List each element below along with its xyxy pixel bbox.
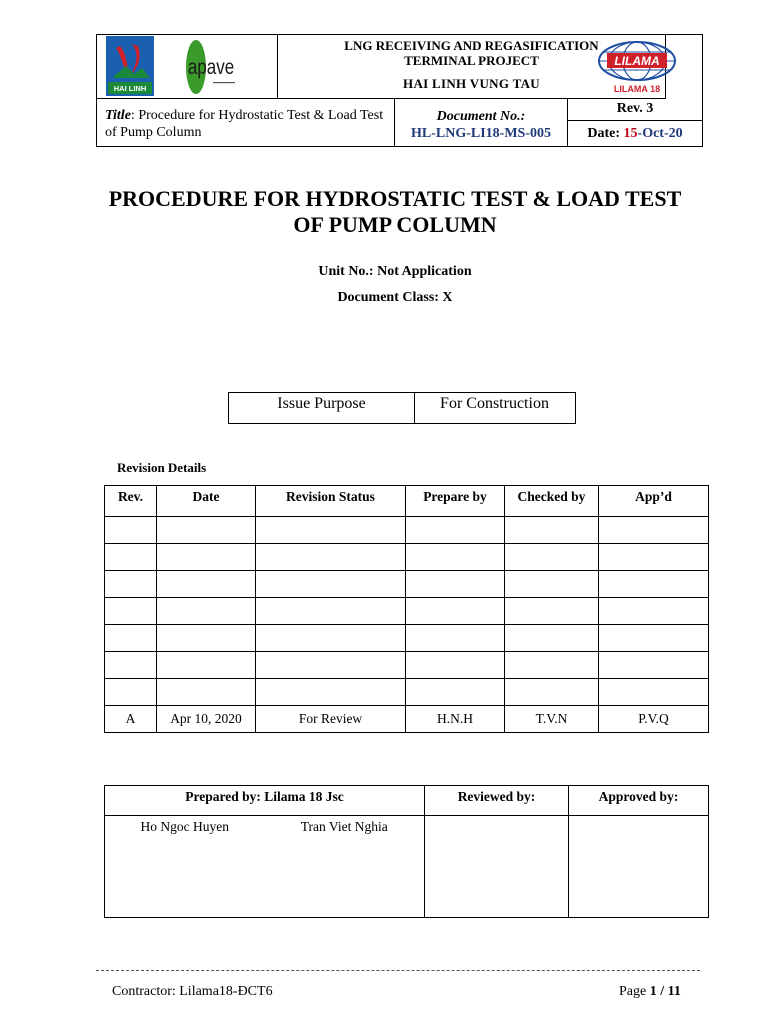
- table-row: [105, 517, 709, 544]
- revision-number: Rev. 3: [568, 99, 702, 121]
- table-cell: [256, 598, 406, 625]
- table-cell: [505, 571, 599, 598]
- table-cell: [599, 571, 709, 598]
- document-number: HL-LNG-LI18-MS-005: [411, 126, 551, 141]
- document-date: [568, 121, 702, 146]
- signature-table: [104, 785, 709, 918]
- document-number-cell: [395, 99, 568, 146]
- date-day: 15: [623, 126, 638, 141]
- header-revision-status: Revision Status: [256, 486, 406, 517]
- table-row: [105, 652, 709, 679]
- table-cell: A: [105, 706, 157, 733]
- main-title-line-2: OF PUMP COLUMN: [293, 212, 497, 237]
- document-class: Document Class: X: [337, 290, 453, 305]
- signature-body-row: [105, 816, 709, 918]
- header-date: Date: [157, 486, 256, 517]
- reviewed-by-header: Reviewed by:: [425, 786, 569, 816]
- table-cell: [406, 571, 505, 598]
- hai-linh-logo-text: HAI LINH: [113, 84, 147, 93]
- table-cell: [599, 625, 709, 652]
- table-cell: [157, 652, 256, 679]
- hai-linh-logo: [106, 36, 154, 96]
- table-cell: [599, 679, 709, 706]
- document-title: [97, 99, 395, 146]
- project-line-2: TERMINAL PROJECT: [404, 53, 539, 68]
- table-cell: [157, 679, 256, 706]
- table-cell: [505, 652, 599, 679]
- table-cell: For Review: [256, 706, 406, 733]
- lilama-logo-subtext: LILAMA 18: [613, 84, 661, 94]
- table-cell: [157, 598, 256, 625]
- table-cell: [599, 517, 709, 544]
- main-title-line-1: PROCEDURE FOR HYDROSTATIC TEST & LOAD TEST: [108, 186, 682, 211]
- table-cell: T.V.N: [505, 706, 599, 733]
- table-row: [105, 544, 709, 571]
- table-cell: [256, 625, 406, 652]
- apave-logo: [183, 38, 238, 96]
- revision-table-header: [105, 486, 709, 517]
- table-cell: [406, 679, 505, 706]
- table-cell: [406, 544, 505, 571]
- table-cell: [256, 571, 406, 598]
- lilama-logo: [593, 40, 681, 95]
- table-cell: [157, 571, 256, 598]
- preparer-2: Tran Viet Nghia: [265, 816, 425, 918]
- revision-details-label: Revision Details: [117, 460, 207, 475]
- signature-header-row: [105, 786, 709, 816]
- table-cell: [406, 625, 505, 652]
- header-prepare-by: Prepare by: [406, 486, 505, 517]
- table-cell: [505, 517, 599, 544]
- footer-page-number: 1 / 11: [649, 984, 681, 999]
- table-row: [105, 706, 709, 733]
- table-cell: [105, 544, 157, 571]
- table-cell: [256, 544, 406, 571]
- unit-number: Unit No.: Not Application: [318, 264, 472, 279]
- table-row: [105, 598, 709, 625]
- table-cell: [105, 517, 157, 544]
- revision-table: [104, 485, 709, 733]
- table-cell: [505, 544, 599, 571]
- issue-purpose-label: Issue Purpose: [229, 393, 415, 423]
- title-text: Procedure for Hydrostatic Test & Load Test of Pump Column: [105, 108, 384, 140]
- project-line-3: HAI LINH VUNG TAU: [403, 76, 540, 91]
- approved-by-header: Approved by:: [569, 786, 709, 816]
- header-checked-by: Checked by: [505, 486, 599, 517]
- issue-purpose-value: For Construction: [440, 395, 549, 412]
- table-row: [105, 679, 709, 706]
- table-cell: [406, 598, 505, 625]
- table-cell: Apr 10, 2020: [157, 706, 256, 733]
- lilama-logo-text: LILAMA: [614, 54, 660, 68]
- footer-divider: [96, 970, 700, 971]
- table-cell: P.V.Q: [599, 706, 709, 733]
- table-cell: [599, 544, 709, 571]
- table-cell: [256, 652, 406, 679]
- table-cell: [256, 679, 406, 706]
- date-label: Date:: [587, 126, 624, 141]
- table-cell: [105, 598, 157, 625]
- header-rev: Rev.: [105, 486, 157, 517]
- footer-page: [619, 984, 681, 1000]
- document-number-label: Document No.:: [436, 109, 526, 124]
- table-cell: [157, 517, 256, 544]
- footer-contractor: Contractor: Lilama18-ĐCT6: [112, 984, 273, 999]
- title-separator: :: [130, 108, 139, 123]
- table-cell: [599, 598, 709, 625]
- table-cell: [406, 652, 505, 679]
- table-cell: [157, 544, 256, 571]
- table-cell: [505, 679, 599, 706]
- footer-page-label: Page: [619, 984, 650, 999]
- table-cell: H.N.H: [406, 706, 505, 733]
- project-line-1: LNG RECEIVING AND REGASIFICATION: [344, 38, 599, 53]
- table-cell: [599, 652, 709, 679]
- main-title: [60, 186, 730, 238]
- table-cell: [105, 679, 157, 706]
- reviewer-signature-cell: [425, 816, 569, 918]
- table-row: [105, 571, 709, 598]
- table-cell: [105, 625, 157, 652]
- prepared-by-header: Prepared by: Lilama 18 Jsc: [105, 786, 425, 816]
- approver-signature-cell: [569, 816, 709, 918]
- issue-purpose-box: [228, 392, 576, 424]
- table-cell: [105, 652, 157, 679]
- table-row: [105, 625, 709, 652]
- table-cell: [505, 625, 599, 652]
- table-cell: [256, 517, 406, 544]
- date-rest: -Oct-20: [637, 126, 683, 141]
- table-cell: [406, 517, 505, 544]
- table-cell: [505, 598, 599, 625]
- preparer-1: Ho Ngoc Huyen: [105, 816, 265, 918]
- table-cell: [105, 571, 157, 598]
- header-approved: App’d: [599, 486, 709, 517]
- apave-logo-text: apave: [187, 56, 235, 80]
- title-label: Title: [105, 108, 131, 123]
- table-cell: [157, 625, 256, 652]
